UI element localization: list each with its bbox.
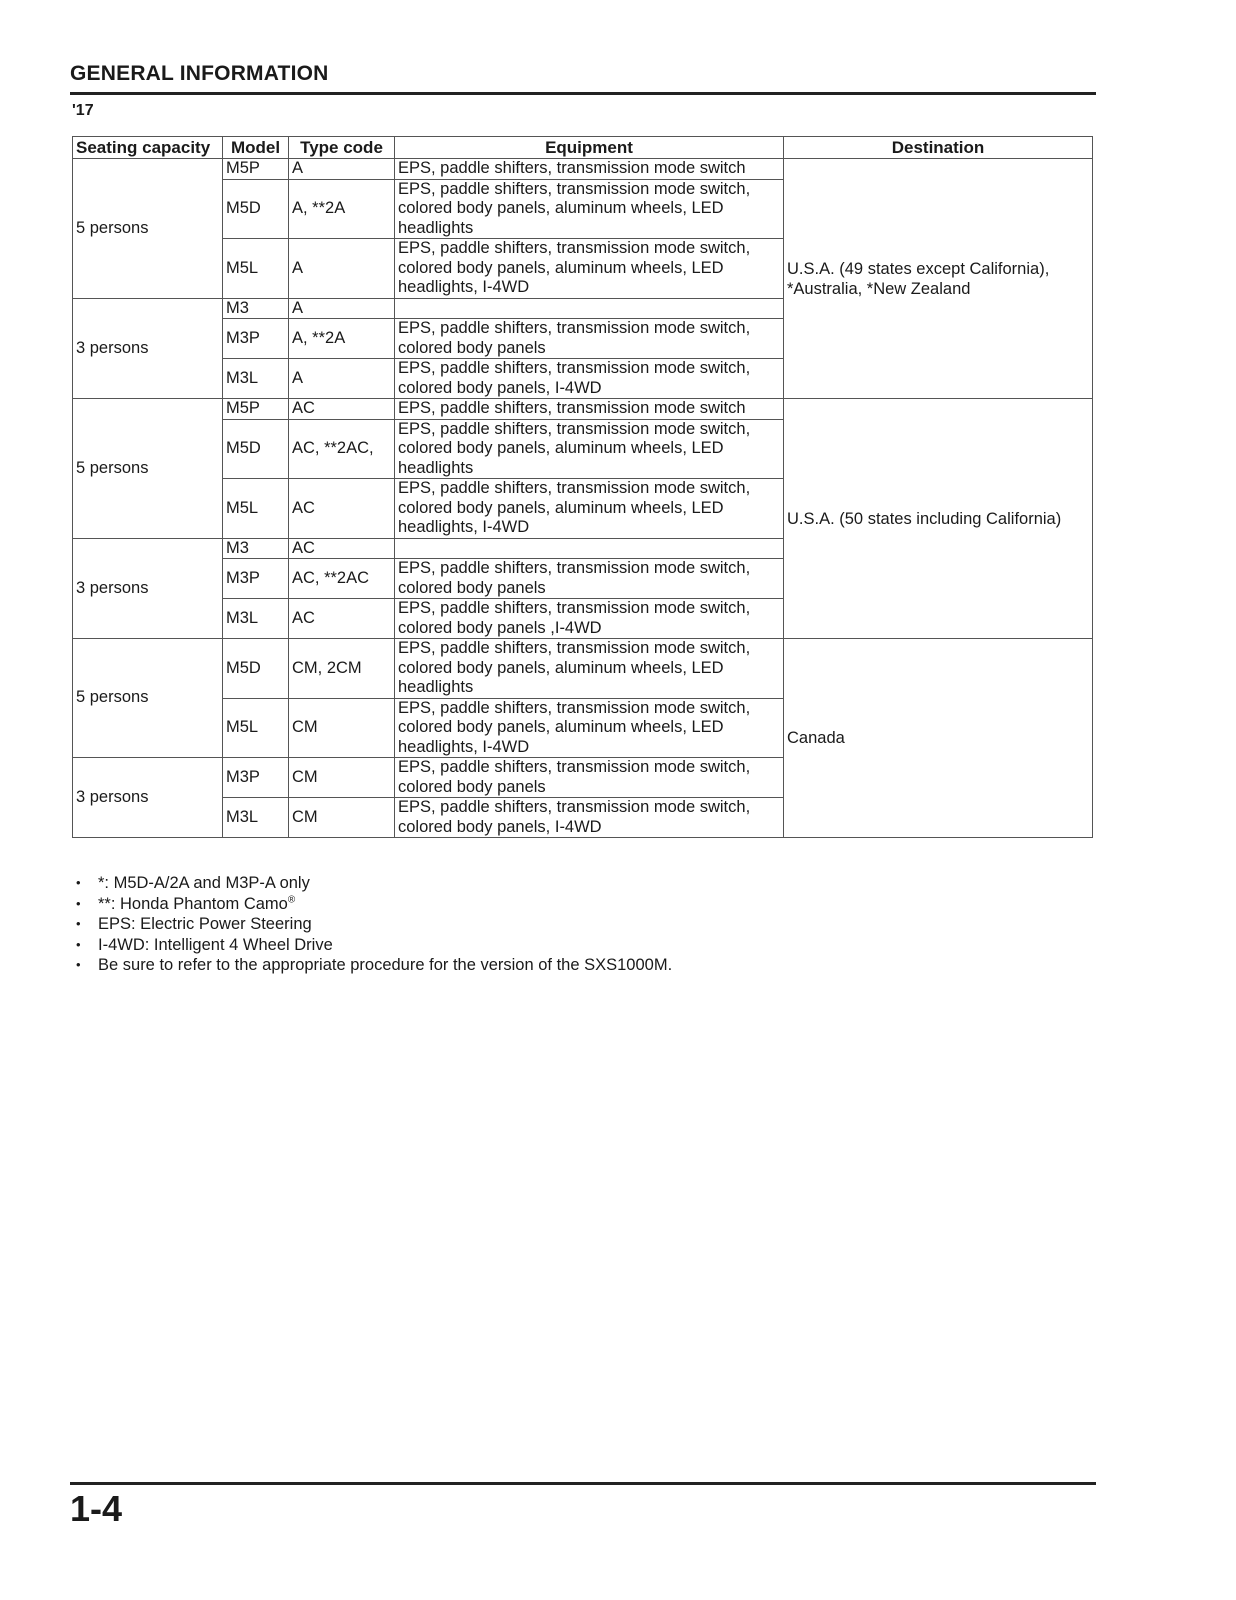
equipment-cell: EPS, paddle shifters, transmission mode switch, colored body panels, aluminum wheels, LED headlights, I-4WD — [395, 698, 784, 758]
type-code-cell: AC — [289, 479, 395, 539]
header-seating-capacity: Seating capacity — [73, 137, 223, 159]
destination-cell: U.S.A. (50 states including California) — [784, 399, 1093, 639]
title-rule — [70, 92, 1096, 95]
model-cell: M3P — [223, 758, 289, 798]
model-cell: M5D — [223, 179, 289, 239]
model-cell: M3P — [223, 319, 289, 359]
footnote-item — [76, 873, 672, 894]
equipment-table — [72, 136, 1093, 838]
page-number: 1-4 — [70, 1488, 123, 1529]
equipment-cell: EPS, paddle shifters, transmission mode switch, colored body panels, aluminum wheels, LED headlights — [395, 179, 784, 239]
header-destination: Destination — [784, 137, 1093, 159]
page-title: GENERAL INFORMATION — [70, 62, 329, 85]
footnote-item — [76, 955, 672, 976]
equipment-cell: EPS, paddle shifters, transmission mode switch, colored body panels, I-4WD — [395, 359, 784, 399]
model-cell: M5L — [223, 239, 289, 299]
table-header-row — [73, 137, 1093, 159]
type-code-cell: AC, **2AC — [289, 559, 395, 599]
type-code-cell: A — [289, 298, 395, 319]
header-type-code: Type code — [289, 137, 395, 159]
equipment-cell: EPS, paddle shifters, transmission mode switch, colored body panels ,I-4WD — [395, 599, 784, 639]
footnote-text: *: M5D-A/2A and M3P-A only — [98, 874, 310, 892]
type-code-cell: CM, 2CM — [289, 639, 395, 699]
type-code-cell: A, **2A — [289, 179, 395, 239]
header-model: Model — [223, 137, 289, 159]
type-code-cell: A — [289, 159, 395, 180]
footer-rule — [70, 1482, 1096, 1485]
type-code-cell: A, **2A — [289, 319, 395, 359]
type-code-cell: AC — [289, 538, 395, 559]
equipment-cell: EPS, paddle shifters, transmission mode switch, colored body panels, I-4WD — [395, 798, 784, 838]
seating-cell: 5 persons — [73, 159, 223, 299]
seating-cell: 5 persons — [73, 639, 223, 758]
model-cell: M5L — [223, 479, 289, 539]
footnote-text: I-4WD: Intelligent 4 Wheel Drive — [98, 935, 333, 954]
model-cell: M3L — [223, 359, 289, 399]
equipment-cell: EPS, paddle shifters, transmission mode switch, colored body panels — [395, 758, 784, 798]
destination-cell: Canada — [784, 639, 1093, 838]
type-code-cell: A — [289, 239, 395, 299]
type-code-cell: CM — [289, 698, 395, 758]
model-cell: M5L — [223, 698, 289, 758]
type-code-cell: CM — [289, 758, 395, 798]
footnote-item — [76, 914, 672, 935]
equipment-cell: EPS, paddle shifters, transmission mode switch — [395, 159, 784, 180]
equipment-cell: EPS, paddle shifters, transmission mode switch — [395, 399, 784, 420]
registered-mark: ® — [287, 894, 296, 905]
model-cell: M3L — [223, 599, 289, 639]
footnote-item — [76, 894, 672, 915]
model-cell: M3L — [223, 798, 289, 838]
footnote-text: EPS: Electric Power Steering — [98, 915, 312, 933]
table-row — [73, 639, 1093, 699]
destination-cell: U.S.A. (49 states except California), *Australia, *New Zealand — [784, 159, 1093, 399]
type-code-cell: AC, **2AC, — [289, 419, 395, 479]
equipment-cell: EPS, paddle shifters, transmission mode switch, colored body panels, aluminum wheels, LED headlights — [395, 639, 784, 699]
model-cell: M5P — [223, 399, 289, 420]
table-row — [73, 159, 1093, 180]
seating-cell: 5 persons — [73, 399, 223, 539]
equipment-cell: EPS, paddle shifters, transmission mode switch, colored body panels — [395, 319, 784, 359]
model-cell: M3 — [223, 298, 289, 319]
type-code-cell: AC — [289, 599, 395, 639]
equipment-cell: EPS, paddle shifters, transmission mode switch, colored body panels — [395, 559, 784, 599]
type-code-cell: CM — [289, 798, 395, 838]
model-cell: M5D — [223, 419, 289, 479]
equipment-cell — [395, 538, 784, 559]
equipment-cell: EPS, paddle shifters, transmission mode switch, colored body panels, aluminum wheels, LED headlights, I-4WD — [395, 479, 784, 539]
footnote-item — [76, 935, 672, 956]
equipment-cell: EPS, paddle shifters, transmission mode switch, colored body panels, aluminum wheels, LED headlights — [395, 419, 784, 479]
seating-cell: 3 persons — [73, 298, 223, 399]
seating-cell: 3 persons — [73, 538, 223, 639]
footnotes-list — [76, 873, 672, 976]
equipment-cell — [395, 298, 784, 319]
model-cell: M5D — [223, 639, 289, 699]
model-year: '17 — [72, 102, 94, 119]
table-row — [73, 399, 1093, 420]
equipment-cell: EPS, paddle shifters, transmission mode switch, colored body panels, aluminum wheels, LED headlights, I-4WD — [395, 239, 784, 299]
seating-cell: 3 persons — [73, 758, 223, 838]
model-cell: M5P — [223, 159, 289, 180]
model-cell: M3 — [223, 538, 289, 559]
model-cell: M3P — [223, 559, 289, 599]
header-equipment: Equipment — [395, 137, 784, 159]
type-code-cell: AC — [289, 399, 395, 420]
footnote-text: Be sure to refer to the appropriate procedure for the version of the SXS1000M. — [98, 956, 673, 974]
footnote-text: **: Honda Phantom Camo — [98, 894, 288, 913]
type-code-cell: A — [289, 359, 395, 399]
